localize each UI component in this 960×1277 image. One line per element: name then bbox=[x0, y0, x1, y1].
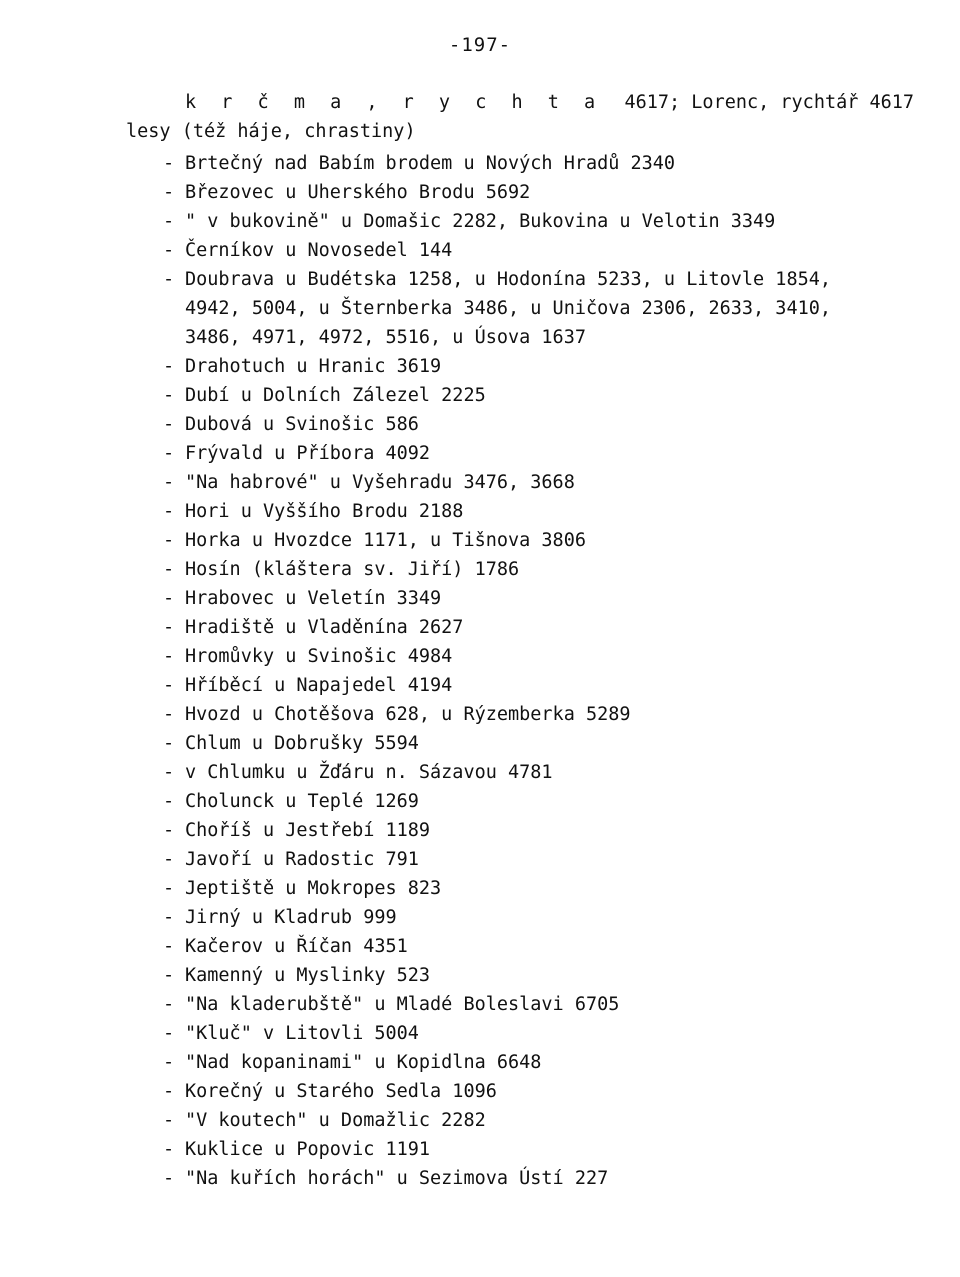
list-item bbox=[163, 671, 831, 700]
list-dash: - bbox=[163, 211, 175, 232]
list-item-text: Hvozd u Chotěšova 628, u Rýzemberka 5289 bbox=[185, 704, 631, 725]
list-item bbox=[163, 1106, 831, 1135]
list-item-text: v Chlumku u Žďáru n. Sázavou 4781 bbox=[185, 762, 553, 783]
heading-rest: 4617; Lorenc, rychtář 4617 bbox=[624, 92, 915, 113]
list-dash: - bbox=[163, 240, 175, 261]
list-item-text: Jirný u Kladrub 999 bbox=[185, 907, 397, 928]
list-item bbox=[163, 932, 831, 961]
list-dash: - bbox=[163, 675, 175, 696]
list-item bbox=[163, 729, 831, 758]
list-item-text: "Na kuřích horách" u Sezimova Ústí 227 bbox=[185, 1168, 609, 1189]
list-item bbox=[163, 149, 831, 178]
list-dash: - bbox=[163, 936, 175, 957]
list-item-text: Frývald u Příbora 4092 bbox=[185, 443, 431, 464]
list-item bbox=[163, 1019, 831, 1048]
list-item bbox=[163, 265, 831, 294]
list-item bbox=[163, 1164, 831, 1193]
list-dash: - bbox=[163, 530, 175, 551]
list-item bbox=[163, 207, 831, 236]
list-dash: - bbox=[163, 646, 175, 667]
list-item-text: Choříš u Jestřebí 1189 bbox=[185, 820, 431, 841]
list-dash: - bbox=[163, 443, 175, 464]
list-dash: - bbox=[163, 791, 175, 812]
list-item bbox=[163, 642, 831, 671]
list-item bbox=[163, 526, 831, 555]
list-item-text: Korečný u Starého Sedla 1096 bbox=[185, 1081, 497, 1102]
list-item bbox=[163, 236, 831, 265]
list-dash: - bbox=[163, 617, 175, 638]
list-dash: - bbox=[163, 704, 175, 725]
list-item-text: Jeptiště u Mokropes 823 bbox=[185, 878, 442, 899]
list-dash: - bbox=[163, 1139, 175, 1160]
list-item-text: " v bukovině" u Domašic 2282, Bukovina u Velotin 3349 bbox=[185, 211, 776, 232]
list-item bbox=[163, 439, 831, 468]
heading-line bbox=[185, 91, 914, 115]
list-item-continuation bbox=[163, 294, 831, 323]
list-item-text: Hori u Vyššího Brodu 2188 bbox=[185, 501, 464, 522]
list-dash: - bbox=[163, 733, 175, 754]
list-item bbox=[163, 845, 831, 874]
list-item-text: Brtečný nad Babím brodem u Nových Hradů 2340 bbox=[185, 153, 676, 174]
list-item-text: "Kluč" v Litovli 5004 bbox=[185, 1023, 419, 1044]
list-dash: - bbox=[163, 994, 175, 1015]
list-item bbox=[163, 410, 831, 439]
list-item bbox=[163, 1077, 831, 1106]
section-heading: lesy (též háje, chrastiny) bbox=[126, 121, 416, 142]
list-dash: - bbox=[163, 1110, 175, 1131]
list-item-text: Javoří u Radostic 791 bbox=[185, 849, 419, 870]
list-item-text: Hradiště u Vladěnína 2627 bbox=[185, 617, 464, 638]
list-dash: - bbox=[163, 849, 175, 870]
list-item-text: "Na kladerubště" u Mladé Boleslavi 6705 bbox=[185, 994, 620, 1015]
list-dash: - bbox=[163, 588, 175, 609]
list-dash: - bbox=[163, 1168, 175, 1189]
list-dash: - bbox=[163, 501, 175, 522]
list-item bbox=[163, 787, 831, 816]
list-item-text: Březovec u Uherského Brodu 5692 bbox=[185, 182, 531, 203]
list-dash: - bbox=[163, 414, 175, 435]
list-item-text: 4942, 5004, u Šternberka 3486, u Uničova 2306, 2633, 3410, bbox=[185, 298, 832, 319]
list-item bbox=[163, 758, 831, 787]
list-dash: - bbox=[163, 472, 175, 493]
list-item-text: 3486, 4971, 4972, 5516, u Úsova 1637 bbox=[185, 327, 586, 348]
list-item-text: Kačerov u Říčan 4351 bbox=[185, 936, 408, 957]
list-item-text: Chlum u Dobrušky 5594 bbox=[185, 733, 419, 754]
list-item-text: Hříběcí u Napajedel 4194 bbox=[185, 675, 453, 696]
list-dash: - bbox=[163, 182, 175, 203]
list-item-text: Cholunck u Teplé 1269 bbox=[185, 791, 419, 812]
list-item bbox=[163, 613, 831, 642]
list-item bbox=[163, 352, 831, 381]
list-item-text: Černíkov u Novosedel 144 bbox=[185, 240, 453, 261]
list-dash: - bbox=[163, 385, 175, 406]
list-dash: - bbox=[163, 820, 175, 841]
list-item bbox=[163, 584, 831, 613]
list-dash: - bbox=[163, 878, 175, 899]
list-dash: - bbox=[163, 907, 175, 928]
list-item bbox=[163, 990, 831, 1019]
list-item-text: Hromůvky u Svinošic 4984 bbox=[185, 646, 453, 667]
list-item bbox=[163, 700, 831, 729]
list-item bbox=[163, 903, 831, 932]
list-item bbox=[163, 961, 831, 990]
list-item-text: "Nad kopaninami" u Kopidlna 6648 bbox=[185, 1052, 542, 1073]
list-item-continuation bbox=[163, 323, 831, 352]
list-dash: - bbox=[163, 1052, 175, 1073]
list-item-text: Kuklice u Popovic 1191 bbox=[185, 1139, 431, 1160]
list-item-text: Horka u Hvozdce 1171, u Tišnova 3806 bbox=[185, 530, 586, 551]
list-item-text: Dubová u Svinošic 586 bbox=[185, 414, 419, 435]
list-dash: - bbox=[163, 356, 175, 377]
list-item bbox=[163, 468, 831, 497]
list-item bbox=[163, 497, 831, 526]
list-dash: - bbox=[163, 153, 175, 174]
list-dash: - bbox=[163, 559, 175, 580]
list-item-text: "Na habrové" u Vyšehradu 3476, 3668 bbox=[185, 472, 575, 493]
list-dash: - bbox=[163, 1023, 175, 1044]
list-item bbox=[163, 874, 831, 903]
list-dash: - bbox=[163, 965, 175, 986]
list-dash: - bbox=[163, 1081, 175, 1102]
list-item bbox=[163, 555, 831, 584]
heading-term: k r č m a , r y c h t a bbox=[185, 92, 603, 113]
list-item bbox=[163, 1135, 831, 1164]
list-item-text: Dubí u Dolních Zálezel 2225 bbox=[185, 385, 486, 406]
list-item-text: "V koutech" u Domažlic 2282 bbox=[185, 1110, 486, 1131]
list-dash: - bbox=[163, 269, 175, 290]
list-item-text: Hosín (kláštera sv. Jiří) 1786 bbox=[185, 559, 520, 580]
entry-list bbox=[163, 149, 831, 1193]
list-item-text: Doubrava u Budétska 1258, u Hodonína 5233, u Litovle 1854, bbox=[185, 269, 832, 290]
list-item bbox=[163, 178, 831, 207]
list-item bbox=[163, 1048, 831, 1077]
list-item-text: Kamenný u Myslinky 523 bbox=[185, 965, 431, 986]
page-number: -197- bbox=[448, 34, 512, 56]
list-item-text: Drahotuch u Hranic 3619 bbox=[185, 356, 442, 377]
list-item-text: Hrabovec u Veletín 3349 bbox=[185, 588, 442, 609]
list-dash: - bbox=[163, 762, 175, 783]
list-item bbox=[163, 381, 831, 410]
list-item bbox=[163, 816, 831, 845]
